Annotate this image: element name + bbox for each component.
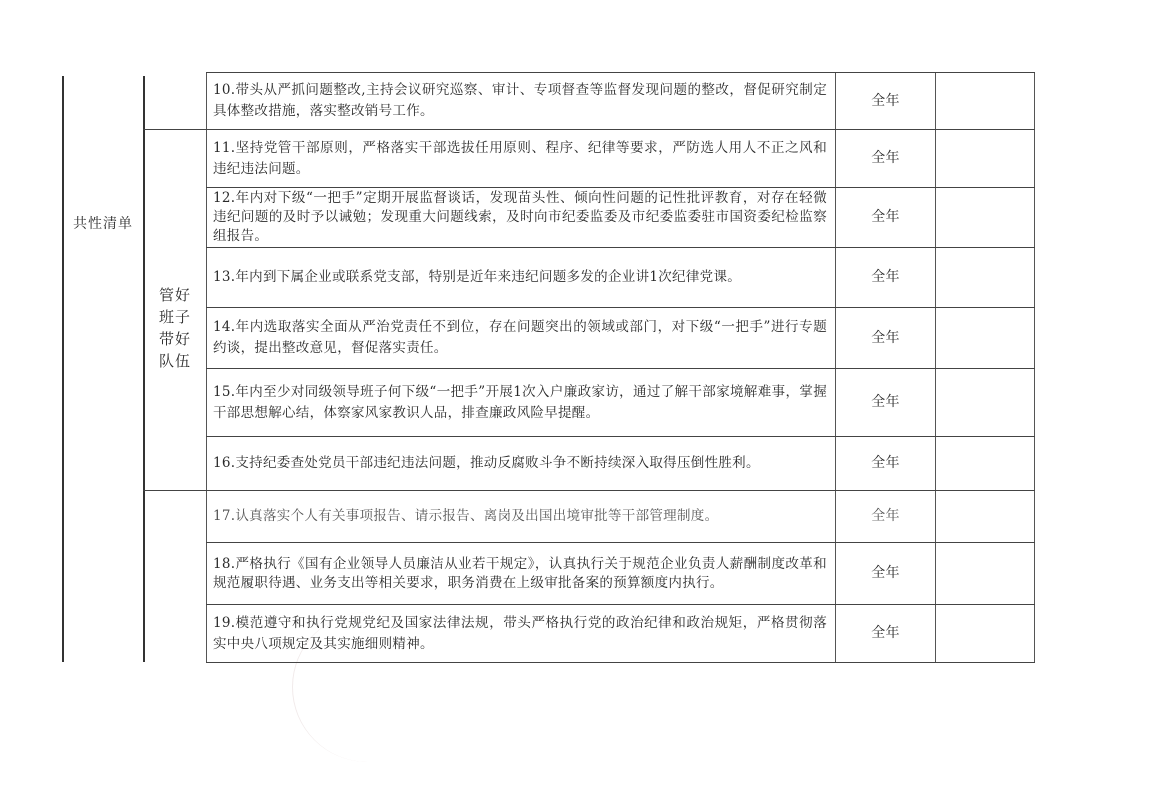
row-text: 17.认真落实个人有关事项报告、请示报告、离岗及出国出境审批等干部管理制度。 (213, 508, 719, 524)
row-time: 全年 (871, 625, 900, 641)
row-text: 10.带头从严抓问题整改,主持会议研究巡察、审计、专项督查等监督发现问题的整改，督促研究制定具体整改措施，落实整改销号工作。 (213, 82, 827, 119)
table-row-content (207, 248, 835, 307)
row-time: 全年 (871, 150, 900, 166)
table-right-border (1034, 72, 1035, 662)
row-text: 15.年内至少对同级领导班子何下级“一把手”开展1次入户廉政家访，通过了解干部家境解难事，掌握干部思想解心结，体察家风家教识人品，排查廉政风险早提醒。 (213, 383, 827, 421)
table-row-time (836, 130, 935, 187)
table-row-content (207, 369, 835, 436)
row-text: 12.年内对下级“一把手”定期开展监督谈话，发现苗头性、倾向性问题的记性批评教育，对存在轻微违纪问题的及时予以诫勉；发现重大问题线索，及时向市纪委监委及市纪委监委驻市国资委纪检监察组报告。 (213, 190, 827, 244)
row-time: 全年 (871, 455, 900, 471)
row-text: 13.年内到下属企业或联系党支部，特别是近年来违纪问题多发的企业讲1次纪律党课。 (213, 269, 742, 285)
row-border (206, 662, 1035, 663)
table-row-content (207, 308, 835, 368)
row-text: 16.支持纪委查处党员干部违纪违法问题，推动反腐败斗争不断持续深入取得压倒性胜利。 (213, 455, 760, 471)
table-row-time (836, 437, 935, 490)
table-row-content (207, 188, 835, 247)
row-text: 11.坚持党管干部原则，严格落实干部选拔任用原则、程序、纪律等要求，严防选人用人不正之风和违纪违法问题。 (213, 139, 827, 177)
row-time: 全年 (871, 92, 900, 109)
row-text: 19.模范遵守和执行党规党纪及国家法律法规，带头严格执行党的政治纪律和政治规矩，严格贯彻落实中央八项规定及其实施细则精神。 (213, 614, 827, 652)
table-left-border (62, 76, 64, 662)
table-row-time (836, 308, 935, 368)
table-row-time (836, 188, 935, 247)
row-text: 18.严格执行《国有企业领导人员廉洁从业若干规定》，认真执行关于规范企业负责人薪酬制度改革和规范履职待遇、业务支出等相关要求，职务消费在上级审批备案的预算额度内执行。 (213, 555, 827, 591)
table-row-time (836, 73, 935, 129)
table-row-time (836, 605, 935, 662)
row-time: 全年 (871, 269, 900, 285)
subcategory-label (145, 284, 205, 372)
table-row-content (207, 130, 835, 187)
table-row-time (836, 543, 935, 604)
time-column-border (935, 72, 936, 662)
table-row-content (207, 437, 835, 490)
row-time: 全年 (871, 508, 900, 524)
table-row-time (836, 491, 935, 542)
row-text: 14.年内选取落实全面从严治党责任不到位，存在问题突出的领域或部门，对下级“一把手”进行专题约谈，提出整改意见，督促落实责任。 (213, 319, 827, 356)
category-label: 共性清单 (73, 216, 133, 232)
table-row-content (207, 491, 835, 542)
row-time: 全年 (871, 394, 900, 410)
table-row-content (207, 605, 835, 662)
table-row-content (207, 543, 835, 604)
table-row-content (207, 73, 835, 129)
table-row-time (836, 369, 935, 436)
row-time: 全年 (871, 565, 900, 581)
table-row-time (836, 248, 935, 307)
row-time: 全年 (871, 209, 900, 225)
row-time: 全年 (871, 329, 900, 346)
subcategory-text: 管好班子带好队伍 (158, 286, 191, 370)
